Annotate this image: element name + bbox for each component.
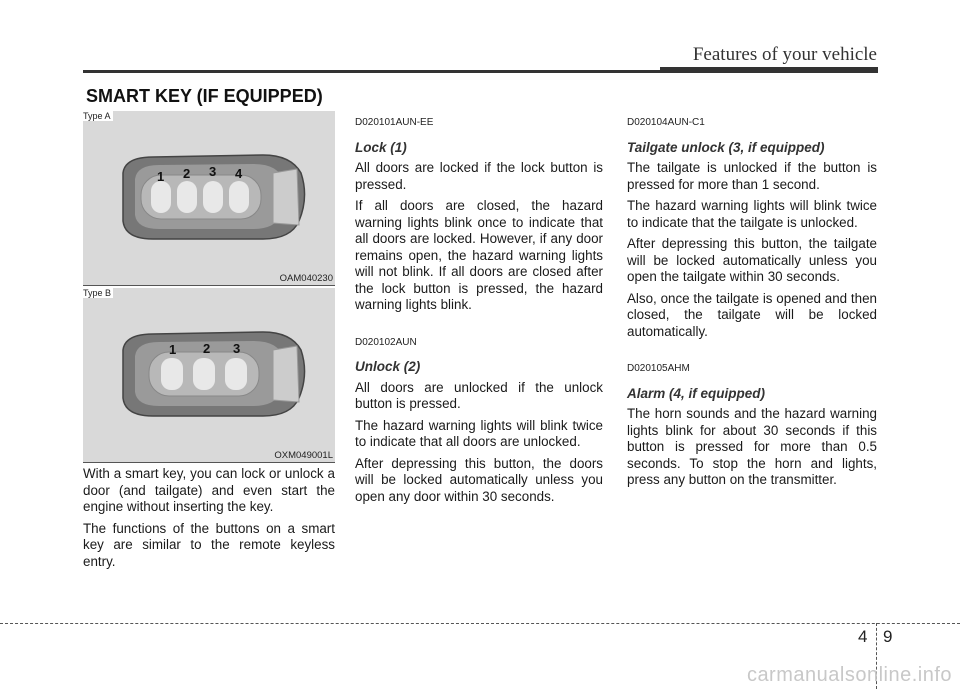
figure-code: OXM049001L [274,450,333,461]
figure-type-label: Type A [83,111,111,121]
body-paragraph: The hazard warning lights will blink twice to indicate that all doors are unlocked. [355,417,603,449]
figure-code: OAM040230 [279,273,333,284]
intro-paragraph: With a smart key, you can lock or unlock a door (and tailgate) and even start the engine without inserting the key. [83,466,335,514]
body-paragraph: After depressing this button, the tailgate will be locked automatically unless you open the tailgate within 30 seconds. [627,236,877,284]
column-lock-unlock [355,111,603,510]
alarm-heading: Alarm (4, if equipped) [627,385,766,401]
body-paragraph: The hazard warning lights will blink twice to indicate that the tailgate is unlocked. [627,198,877,230]
reference-code: D020105AHM [627,363,690,374]
section-title: SMART KEY (IF EQUIPPED) [86,86,323,106]
body-paragraph: All doors are locked if the lock button is pressed. [355,160,603,192]
page-number: 9 [883,627,893,646]
figure-smart-key-type-a [83,111,335,286]
body-paragraph: All doors are unlocked if the unlock button is pressed. [355,379,603,411]
column-intro [83,466,335,575]
figure-smart-key-type-b [83,288,335,463]
button-number-2: 2 [203,341,211,356]
smart-key-image [113,151,313,243]
button-number-2: 2 [183,166,191,181]
button-number-3: 3 [233,341,241,356]
body-paragraph: Also, once the tailgate is opened and then closed, the tailgate will be locked automatically. [627,290,877,339]
figure-divider [83,462,335,463]
body-paragraph: The tailgate is unlocked if the button is pressed for more than 1 second. [627,160,877,192]
body-paragraph: The horn sounds and the hazard warning lights blink for about 30 seconds if this button is pressed for more than 0.5 seconds. To stop the horn and lights, press any button on the transmitter. [627,406,877,487]
body-paragraph: After depressing this button, the doors will be locked automatically unless you open any door within 30 seconds. [355,455,603,504]
reference-code: D020101AUN-EE [355,117,434,128]
figure-divider [83,285,335,286]
unlock-heading: Unlock (2) [355,359,421,374]
button-number-1: 1 [157,169,165,184]
reference-code: D020104AUN-C1 [627,117,705,128]
footer-rule [0,623,960,624]
reference-code: D020102AUN [355,336,417,348]
body-paragraph: If all doors are closed, the hazard warning lights blink once to indicate that all doors are locked. However, if any door remains open, the hazard warning lights will not blink. If all doors are closed after the lock button is pressed, the hazard warning lights blink. [355,198,603,312]
watermark: carmanualsonline.info [746,664,952,686]
intro-paragraph: The functions of the buttons on a smart key are similar to the remote keyless entry. [83,520,335,569]
chapter-number: 4 [858,627,868,646]
column-tailgate-alarm [627,111,877,494]
smart-key-image [113,328,313,420]
figure-type-label: Type B [83,288,112,298]
tailgate-heading: Tailgate unlock (3, if equipped) [627,139,825,155]
button-number-4: 4 [235,166,243,181]
header-rule-accent [660,67,878,73]
button-number-3: 3 [209,164,217,179]
lock-heading: Lock (1) [355,139,407,155]
header-title: Features of your vehicle [692,44,877,65]
button-number-1: 1 [169,342,177,357]
